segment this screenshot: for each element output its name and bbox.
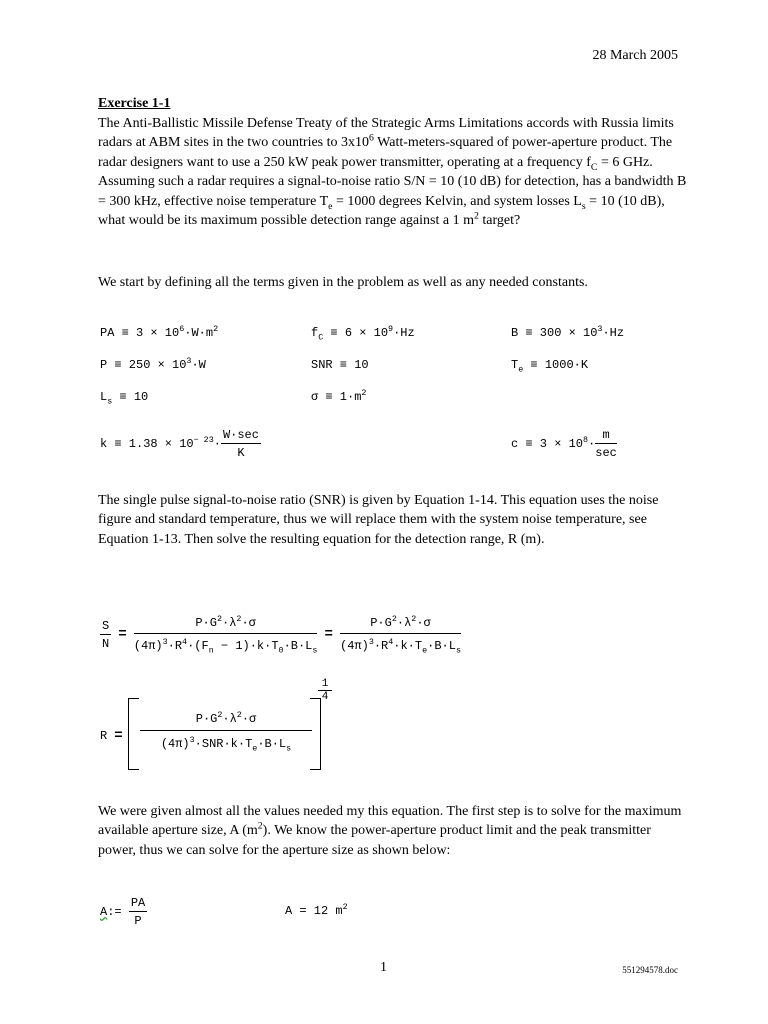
- def-boltzmann: $k \equiv 1.38 \times 10^{- 23}\cdot$ $\frac{W\cdot\sec}{K}$: [100, 428, 259, 460]
- right-bracket: [310, 698, 321, 770]
- def-losses: $L_s \equiv 10$: [100, 390, 149, 407]
- range-equation-lhs: R =: [100, 726, 123, 743]
- def-frequency: $f_C \equiv 6 \times 10^9\cdot Hz$: [311, 324, 415, 343]
- problem-statement: The Anti-Ballistic Missile Defense Treaty of the Strategic Arms Limitations accords with Russia limits radars at ABM sites in the two countries to $3x10^6$ Watt-meters-squared of power-aperture product. The radar designers want to use a 250 kW peak power transmitter, operating at a frequency $f_C = 6$ GHz. Assuming such a radar requires a signal-to-noise ratio S/N = 10 (10 dB) for detection, has a bandwidth B = 300 kHz, effective noise temperature $T_e = 1000$ degrees Kelvin, and system losses $L_s = 10$ (10 dB), what would be its maximum possible detection range against a 1 $m^2$ target?: [98, 116, 687, 229]
- def-power: $P \equiv 250 \times 10^3\cdot W$: [100, 356, 206, 372]
- def-snr: SNR ≡ 10: [311, 358, 369, 372]
- left-bracket: [128, 698, 139, 770]
- radar-equation-snr: $\frac{S}{N}$ = $\frac{P\cdot G^2\cdot\lambda^2\cdot\sigma}{(4\pi)^3\cdot R^4\cdot(F_n - 1)\cdot k\cdot T_0\cdot B\cdot L_s}$ = $\frac{P\cdot G^2\cdot\lambda^2\cdot\sigma}{(4\pi)^3\cdot R^4\cdot k\cdot T_e\cdot B\cdot L_s}$: [102, 614, 461, 656]
- range-equation-fraction: $P\cdot G^2\cdot\lambda^2\cdot\sigma$ $(4\pi)^3\cdot SNR\cdot k\cdot T_e\cdot B\cdot L_s$: [140, 712, 312, 751]
- def-bandwidth: $B \equiv 300 \times 10^3\cdot Hz$: [511, 324, 625, 340]
- aperture-equation: A:= $\frac{PA}{P}$: [100, 896, 146, 928]
- page-number: 1: [380, 960, 387, 975]
- def-rcs: $\sigma \equiv 1\cdot m^2$: [311, 388, 367, 404]
- def-noise-temp: $T_e \equiv 1000\cdot K$: [511, 358, 589, 375]
- range-equation-exponent: 1 4: [318, 678, 332, 703]
- def-speed-of-light: $c \equiv 3 \times 10^8\cdot$ $\frac{m}{\sec}$: [511, 428, 617, 460]
- footer-filename: 551294578.doc: [622, 965, 678, 975]
- intro-text: We start by defining all the terms given in the problem as well as any needed constants.: [98, 275, 588, 290]
- aperture-paragraph: We were given almost all the values needed my this equation. The first step is to solve for the maximum available aperture size, A $(m^2)$. We know the power-aperture product limit and the peak transmitter power, thus we can solve for the aperture size as shown below:: [98, 804, 682, 858]
- def-power-aperture: PA ≡ $3 \times 10^6\cdot W\cdot m^2$: [100, 324, 219, 340]
- exercise-title: Exercise 1-1: [98, 96, 171, 111]
- snr-paragraph: The single pulse signal-to-noise ratio (SNR) is given by Equation 1-14. This equation uses the noise figure and standard temperature, thus we will replace them with the system noise temperature, see Equation 1-13. Then solve the resulting equation for the detection range, R (m).: [98, 493, 659, 547]
- aperture-result: A = 12 $m^2$: [285, 902, 348, 918]
- document-date: 28 March 2005: [592, 48, 678, 63]
